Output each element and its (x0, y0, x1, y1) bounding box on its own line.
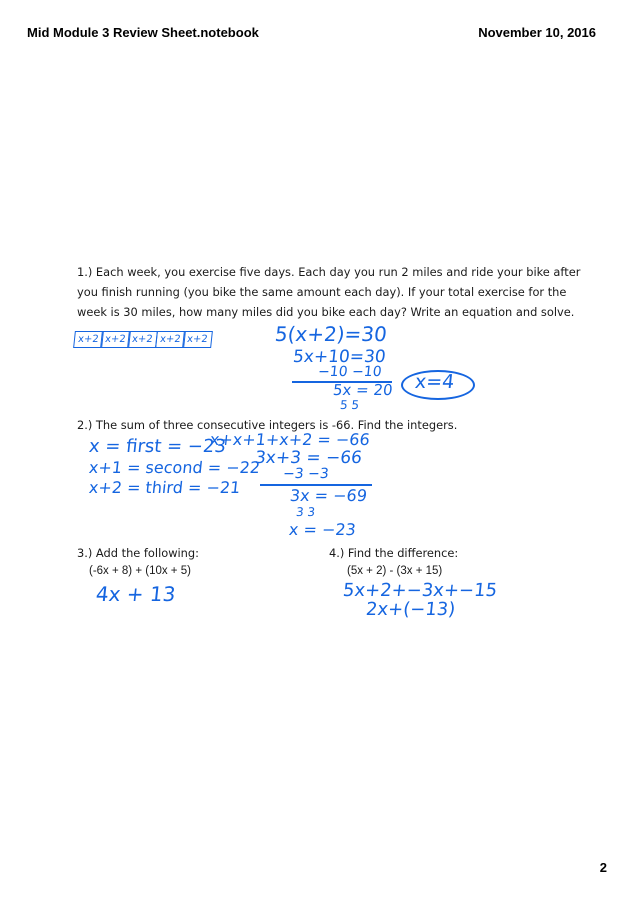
p1-answer: x=4 (413, 371, 456, 393)
p3-answer: 4x + 13 (94, 582, 177, 606)
p2-answer: x = −23 (288, 520, 357, 539)
p2-def-second: x+1 = second = −22 (88, 458, 262, 477)
problem-1-line-3: week is 30 miles, how many miles did you bike each day? Write an equation and solve. (77, 305, 575, 319)
problem-4-prompt: 4.) Find the difference: (329, 546, 459, 560)
p4-rewrite: 5x+2+−3x+−15 (341, 580, 499, 601)
problem-3-expression: (-6x + 8) + (10x + 5) (89, 565, 191, 577)
p1-subtract: −10 −10 (317, 364, 383, 380)
p1-divide: 5 5 (339, 398, 360, 412)
p4-answer: 2x+(−13) (364, 599, 457, 620)
problem-3-prompt: 3.) Add the following: (77, 546, 199, 560)
p2-def-third: x+2 = third = −21 (88, 478, 242, 497)
tape-diagram (74, 331, 210, 348)
problem-4-expression: (5x + 2) - (3x + 15) (347, 565, 443, 577)
tape-segment: x+2 (100, 331, 130, 348)
document-title: Mid Module 3 Review Sheet.notebook (27, 25, 259, 40)
problem-1-line-1: 1.) Each week, you exercise five days. Each day you run 2 miles and ride your bike after (77, 265, 581, 279)
p1-equation: 5(x+2)=30 (273, 322, 389, 346)
page-number: 2 (599, 860, 607, 875)
tape-segment: x+2 (155, 331, 185, 348)
document-date: November 10, 2016 (478, 25, 596, 40)
p1-simplified: 5x = 20 (332, 381, 394, 399)
p2-combine: 3x+3 = −66 (253, 448, 363, 468)
p2-def-first: x = first = −23 (87, 436, 227, 457)
p2-subtract: −3 −3 (282, 466, 330, 482)
tape-segment: x+2 (127, 331, 157, 348)
problem-2-prompt: 2.) The sum of three consecutive integers is -66. Find the integers. (77, 418, 458, 432)
p2-divide: 3 3 (295, 505, 316, 519)
tape-segment: x+2 (182, 331, 212, 348)
p2-equation: x+x+1+x+2 = −66 (209, 430, 371, 449)
p2-simplified: 3x = −69 (289, 486, 368, 505)
tape-segment: x+2 (73, 331, 103, 348)
problem-1-line-2: you finish running (you bike the same amount each day). If your total exercise for the (77, 285, 567, 299)
p1-distribute: 5x+10=30 (291, 347, 387, 367)
